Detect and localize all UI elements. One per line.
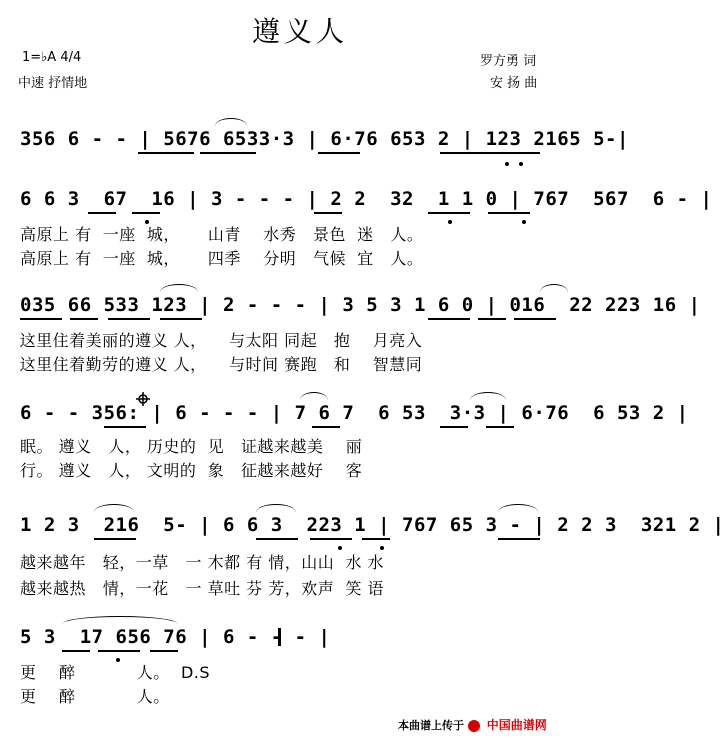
underline — [160, 318, 202, 320]
key-signature: 1=♭A 4/4 — [22, 50, 82, 65]
octave-dot — [448, 220, 452, 224]
underline — [428, 318, 470, 320]
underline — [150, 650, 178, 652]
underline — [138, 152, 194, 154]
lyric-line-1: 更 醉 人。 D.S — [20, 663, 211, 682]
lyric-line-1: 越来越年 轻，一草 一 木都 有 情，山山 水 水 — [20, 553, 385, 572]
song-title: 遵义人 — [251, 15, 348, 48]
score-row-3: 035 66 533 123 | 2 - - - | 3 5 3 1 6 0 | 016 22 223 16 | — [20, 294, 701, 316]
slur — [215, 118, 247, 126]
octave-dot — [519, 162, 523, 166]
lyric-line-2: 高原上 有 一座 城， 四季 分明 气候 宜 人。 — [20, 249, 424, 268]
underline — [428, 212, 470, 214]
slur — [256, 504, 296, 512]
underline — [488, 212, 530, 214]
slur — [160, 284, 198, 292]
underline — [310, 538, 352, 540]
underline — [362, 538, 390, 540]
lyric-line-2: 越来越热 情，一花 一 草吐 芬 芳，欢声 笑 语 — [20, 579, 385, 598]
underline — [440, 426, 468, 428]
lyric-line-2: 更 醉 人。 — [20, 687, 170, 706]
score-row-4: 6 - - 356: | 6 - - - | 7 6 7 6 53 3·3 | 6·76 6 53 2 | — [20, 402, 689, 424]
final-barline — [278, 628, 281, 646]
slur — [94, 504, 134, 512]
underline — [132, 212, 160, 214]
lyricist-credit: 罗方勇 词 — [480, 54, 537, 69]
score-row-1: 356 6 - - | 5676 6533·3 | 6·76 653 2 | 123 2165 5-| — [20, 128, 629, 150]
underline — [486, 426, 514, 428]
lyric-line-1: 这里住着美丽的遵义 人， 与太阳 同起 抱 月亮入 — [14, 331, 423, 350]
lyric-line-2: 行。 遵义 人， 文明的 象 征越来越好 客 — [20, 461, 363, 480]
underline — [256, 538, 298, 540]
score-row-5: 1 2 3 216 5- | 6 6 3 223 1 | 767 65 3 - | 2 2 3 321 2 | — [20, 514, 724, 536]
underline — [88, 212, 116, 214]
site-logo-icon — [468, 720, 480, 732]
underline — [20, 318, 62, 320]
slur — [62, 616, 178, 624]
underline — [314, 212, 342, 214]
underline — [498, 538, 540, 540]
lyric-line-2: 这里住着勤劳的遵义 人， 与时间 赛跑 和 智慧同 — [14, 355, 423, 374]
score-row-2: 6 6 3 67 16 | 3 - - - | 2 2 32 1 1 0 | 767 567 6 - | — [20, 188, 713, 210]
underline — [440, 152, 540, 154]
octave-dot — [522, 220, 526, 224]
underline — [478, 318, 506, 320]
composer-credit: 安 扬 曲 — [490, 76, 538, 91]
lyric-line-1: 高原上 有 一座 城， 山青 水秀 景色 迷 人。 — [20, 225, 424, 244]
upload-caption — [398, 716, 547, 733]
slur — [540, 284, 568, 292]
octave-dot — [505, 162, 509, 166]
underline — [98, 650, 140, 652]
underline — [94, 538, 136, 540]
underline — [108, 318, 150, 320]
underline — [514, 318, 556, 320]
underline — [318, 152, 360, 154]
underline — [62, 650, 90, 652]
underline — [104, 426, 146, 428]
site-name[interactable]: 中国曲谱网 — [486, 718, 547, 732]
underline — [312, 426, 340, 428]
underline — [200, 152, 256, 154]
tempo-marking: 中速 抒情地 — [18, 76, 88, 91]
slur — [300, 392, 328, 400]
score-row-6: 5 3 17 656 76 | 6 - - - | — [20, 626, 331, 648]
upload-text: 本曲谱上传于 — [398, 719, 464, 732]
slur — [498, 504, 538, 512]
underline — [70, 318, 98, 320]
slur — [470, 392, 506, 400]
lyric-line-1: 眠。 遵义 人， 历史的 见 证越来越美 丽 — [20, 437, 363, 456]
